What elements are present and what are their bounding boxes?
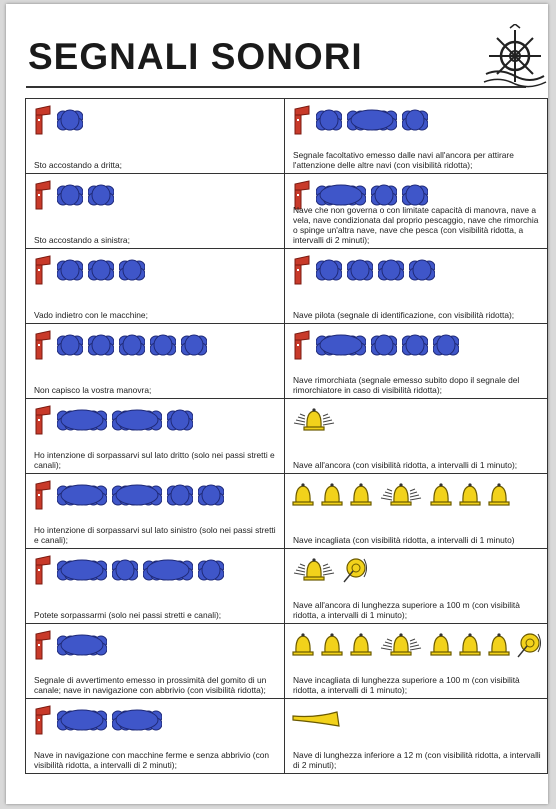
long-blast-icon <box>57 706 107 734</box>
bell-icon <box>320 481 344 509</box>
signal-icons <box>291 255 435 285</box>
foghorn-icon <box>32 105 52 135</box>
bell-icon <box>291 631 315 659</box>
signal-icons <box>291 405 337 435</box>
long-blast-icon <box>112 706 162 734</box>
signal-cell-right <box>285 249 548 324</box>
gong-icon <box>516 631 544 659</box>
short-blast-icon <box>409 256 435 284</box>
foghorn-icon <box>32 180 52 210</box>
signal-icons <box>291 105 428 135</box>
foghorn-icon <box>32 630 52 660</box>
signal-cell-right <box>285 324 548 399</box>
signal-row <box>26 399 548 474</box>
foghorn-icon <box>32 255 52 285</box>
whistle-icon <box>291 708 341 732</box>
foghorn-icon <box>32 705 52 735</box>
signal-cell-right <box>285 399 548 474</box>
long-blast-icon <box>57 631 107 659</box>
ringing-bell-icon <box>378 631 424 659</box>
long-blast-icon <box>347 106 397 134</box>
signal-cell-left <box>26 699 285 774</box>
title-underline <box>26 86 526 88</box>
bell-icon <box>458 631 482 659</box>
long-blast-icon <box>316 331 366 359</box>
signal-icons <box>32 105 83 135</box>
signal-cell-left <box>26 549 285 624</box>
signal-description: Nave in navigazione con macchine ferme e senza abbrivio (con visibilità ridotta, a intervalli di 2 minuti); <box>34 750 270 770</box>
signal-row <box>26 99 548 174</box>
long-blast-icon <box>112 481 162 509</box>
foghorn-icon <box>291 330 311 360</box>
short-blast-icon <box>402 331 428 359</box>
signal-description: Sto accostando a sinistra; <box>34 235 130 245</box>
signal-description: Nave incagliata (con visibilità ridotta, a intervalli di 1 minuto) <box>293 535 515 545</box>
signal-description: Potete sorpassarmi (solo nei passi stretti e canali); <box>34 610 222 620</box>
bell-icon <box>487 631 511 659</box>
signal-description: Segnale facoltativo emesso dalle navi all'ancora per attirare l'attenzione delle altre navi (con visibilità ridotta); <box>293 150 514 170</box>
signal-cell-left <box>26 324 285 399</box>
ringing-bell-icon <box>378 481 424 509</box>
short-blast-icon <box>57 331 83 359</box>
foghorn-icon <box>32 405 52 435</box>
bell-icon <box>487 481 511 509</box>
short-blast-icon <box>88 331 114 359</box>
short-blast-icon <box>119 331 145 359</box>
signal-icons <box>32 255 145 285</box>
signal-icons <box>291 555 370 585</box>
short-blast-icon <box>316 106 342 134</box>
bell-icon <box>291 481 315 509</box>
signal-cell-right <box>285 699 548 774</box>
signal-description: Nave all'ancora (con visibilità ridotta, a intervalli di 1 minuto); <box>293 460 518 470</box>
bell-icon <box>458 481 482 509</box>
signal-description: Ho intenzione di sorpassarvi sul lato dritto (solo nei passi stretti e canali); <box>34 450 275 470</box>
signal-row <box>26 624 548 699</box>
short-blast-icon <box>198 556 224 584</box>
short-blast-icon <box>347 256 373 284</box>
signal-icons <box>32 555 224 585</box>
short-blast-icon <box>167 406 193 434</box>
signal-description: Non capisco la vostra manovra; <box>34 385 152 395</box>
bell-icon <box>429 481 453 509</box>
short-blast-icon <box>57 181 83 209</box>
gong-icon <box>342 556 370 584</box>
foghorn-icon <box>32 330 52 360</box>
signal-cell-right <box>285 624 548 699</box>
short-blast-icon <box>167 481 193 509</box>
signal-cell-right <box>285 174 548 249</box>
signal-icons <box>32 180 114 210</box>
short-blast-icon <box>119 256 145 284</box>
short-blast-icon <box>150 331 176 359</box>
signals-table <box>25 98 548 774</box>
signal-cell-left <box>26 624 285 699</box>
signal-sheet <box>6 4 548 804</box>
short-blast-icon <box>88 181 114 209</box>
signal-row <box>26 249 548 324</box>
signal-cell-left <box>26 249 285 324</box>
signal-description: Nave all'ancora di lunghezza superiore a 100 m (con visibilità ridotta, a intervalli di 1 minuto); <box>293 600 520 620</box>
short-blast-icon <box>371 331 397 359</box>
signal-cell-right <box>285 549 548 624</box>
signal-icons <box>291 330 459 360</box>
long-blast-icon <box>143 556 193 584</box>
signal-description: Nave di lunghezza inferiore a 12 m (con visibilità ridotta, a intervalli di 2 minuti); <box>293 750 541 770</box>
signal-description: Ho intenzione di sorpassarvi sul lato sinistro (solo nei passi stretti e canali); <box>34 525 276 545</box>
signal-icons <box>291 630 544 660</box>
short-blast-icon <box>198 481 224 509</box>
signal-description: Nave incagliata di lunghezza superiore a 100 m (con visibilità ridotta, a intervalli di 1 minuto); <box>293 675 520 695</box>
short-blast-icon <box>88 256 114 284</box>
signal-cell-left <box>26 99 285 174</box>
foghorn-icon <box>32 480 52 510</box>
signal-description: Vado indietro con le macchine; <box>34 310 148 320</box>
signal-icons <box>32 405 193 435</box>
short-blast-icon <box>316 256 342 284</box>
short-blast-icon <box>57 106 83 134</box>
short-blast-icon <box>378 256 404 284</box>
signal-cell-right <box>285 99 548 174</box>
signal-row <box>26 699 548 774</box>
signal-icons <box>32 705 162 735</box>
signal-cell-right <box>285 474 548 549</box>
signal-icons <box>32 480 224 510</box>
foghorn-icon <box>32 555 52 585</box>
bell-icon <box>429 631 453 659</box>
bell-icon <box>349 631 373 659</box>
ship-wheel-icon <box>480 24 550 94</box>
signal-row <box>26 324 548 399</box>
bell-icon <box>320 631 344 659</box>
long-blast-icon <box>112 406 162 434</box>
signal-description: Sto accostando a dritta; <box>34 160 122 170</box>
signal-cell-left <box>26 474 285 549</box>
signal-description: Segnale di avvertimento emesso in prossimità del gomito di un canale; nave in navigazione con abbrivio (con visibilità ridotta); <box>34 675 267 695</box>
signal-description: Nave rimorchiata (segnale emesso subito dopo il segnale del rimorchiatore in caso di visibilità ridotta); <box>293 375 520 395</box>
short-blast-icon <box>402 106 428 134</box>
long-blast-icon <box>57 556 107 584</box>
signal-description: Nave pilota (segnale di identificazione, con visibilità ridotta); <box>293 310 515 320</box>
signal-icons <box>32 330 207 360</box>
long-blast-icon <box>57 406 107 434</box>
long-blast-icon <box>57 481 107 509</box>
signal-row <box>26 549 548 624</box>
signal-cell-left <box>26 174 285 249</box>
signal-icons <box>291 480 511 510</box>
short-blast-icon <box>112 556 138 584</box>
signal-icons <box>291 705 341 735</box>
signal-icons <box>32 630 107 660</box>
signal-row <box>26 174 548 249</box>
signal-cell-left <box>26 399 285 474</box>
foghorn-icon <box>291 105 311 135</box>
bell-icon <box>349 481 373 509</box>
ringing-bell-icon <box>291 406 337 434</box>
foghorn-icon <box>291 255 311 285</box>
short-blast-icon <box>433 331 459 359</box>
ringing-bell-icon <box>291 556 337 584</box>
signal-description: Nave che non governa o con limitate capacità di manovra, nave a vela, nave condizionata dal proprio pescaggio, nave che rimorchia o spinge un'altra nave, nave che pesca (con visibilità ridotta, a intervalli di 2 minuti); <box>293 205 539 245</box>
page-title: SEGNALI SONORI <box>28 36 363 77</box>
short-blast-icon <box>181 331 207 359</box>
short-blast-icon <box>57 256 83 284</box>
signal-row <box>26 474 548 549</box>
